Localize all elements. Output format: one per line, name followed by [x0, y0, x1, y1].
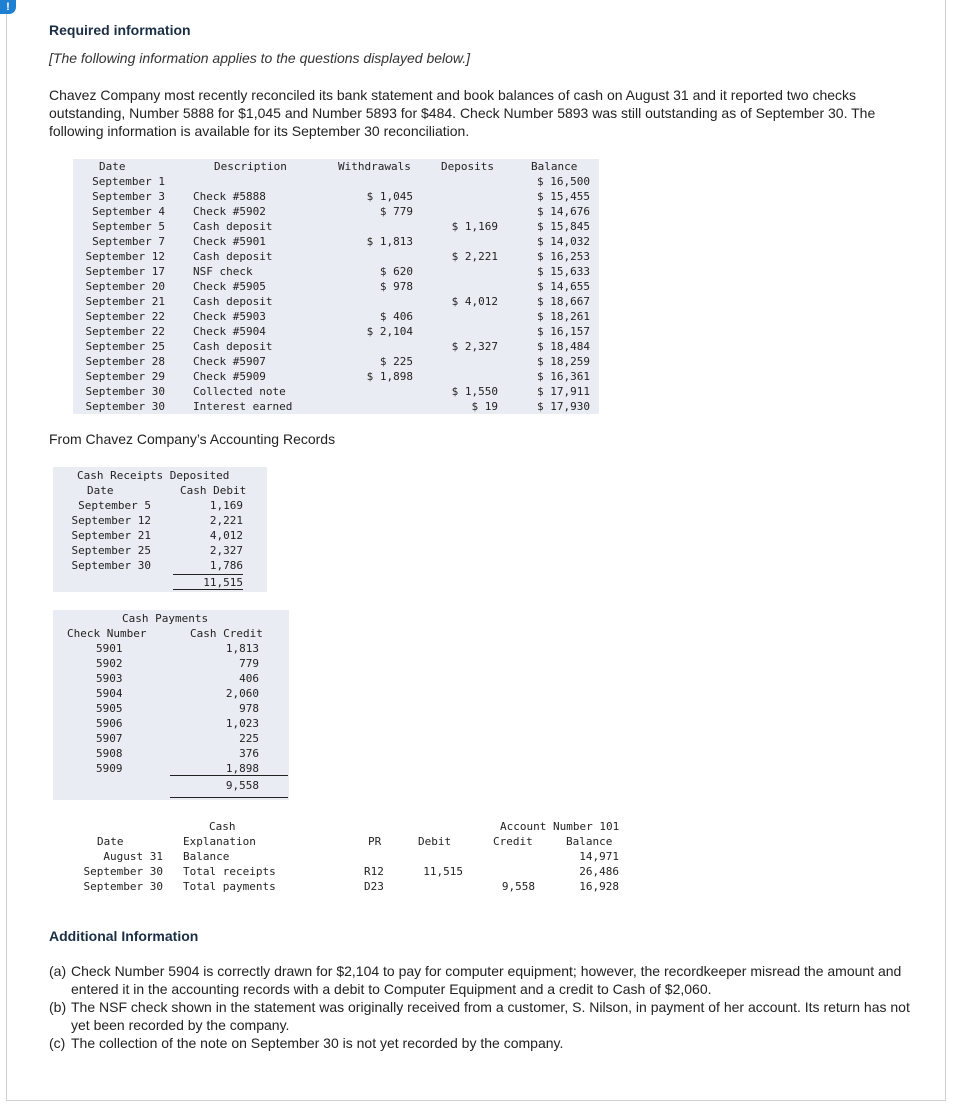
row-explanation: Total receipts: [183, 865, 276, 878]
ledger-header-debit: Debit: [418, 835, 452, 848]
row-date: September 22: [85, 310, 165, 323]
additional-info-item: [49, 1034, 919, 1052]
item-text: The NSF check shown in the statement was originally received from a customer, S. Nilson, in payment of her account. Its return has not yet been recorded by the company.: [71, 999, 910, 1033]
row-credit: 978: [239, 702, 259, 715]
table-row: [53, 746, 289, 761]
payments-total-rule: [170, 775, 288, 776]
row-description: Check #5907: [193, 355, 266, 368]
row-credit: 2,060: [225, 687, 259, 700]
ledger-header-date: Date: [97, 835, 124, 848]
alert-icon: !: [0, 0, 16, 14]
row-debit: 1,786: [209, 559, 243, 572]
row-description: Cash deposit: [193, 340, 273, 353]
additional-info-list: [49, 962, 919, 1052]
row-credit: 779: [239, 657, 259, 670]
ledger-title-row: [53, 819, 631, 834]
row-date: September 7: [92, 235, 165, 248]
receipts-title-row: [53, 468, 267, 483]
table-row: [53, 701, 289, 716]
table-row: [53, 716, 289, 731]
row-description: Check #5905: [193, 280, 266, 293]
row-withdrawal: $ 779: [379, 205, 413, 218]
additional-info-item: [49, 998, 919, 1034]
table-row: [53, 879, 631, 894]
table-row: [53, 671, 289, 686]
row-deposit: $ 19: [471, 400, 498, 413]
row-pr: D23: [364, 880, 384, 893]
row-deposit: $ 4,012: [451, 295, 498, 308]
header-date: Date: [99, 160, 126, 173]
receipts-total-underline: [173, 589, 243, 590]
row-withdrawal: $ 2,104: [366, 325, 413, 338]
row-date: September 30: [85, 400, 165, 413]
row-balance: $ 17,930: [537, 400, 590, 413]
row-balance: $ 16,157: [537, 325, 590, 338]
row-balance: $ 14,676: [537, 205, 590, 218]
payments-header-check: Check Number: [67, 627, 147, 640]
payments-header-row: [53, 626, 289, 641]
item-label: (a): [49, 963, 67, 979]
payments-total: 9,558: [225, 779, 259, 792]
item-text: The collection of the note on September 30 is not yet recorded by the company.: [71, 1035, 564, 1051]
row-explanation: Balance: [183, 850, 230, 863]
bank-statement-header: [73, 159, 599, 174]
table-row: [73, 174, 599, 189]
header-balance: Balance: [531, 160, 578, 173]
row-check-number: 5909: [96, 762, 123, 775]
ledger-title: Cash: [209, 820, 236, 833]
table-row: [73, 279, 599, 294]
item-text: Check Number 5904 is correctly drawn for $2,104 to pay for computer equipment; however, the recordkeeper misread the amount and entered it in the accounting records with a debit to Computer Equipment and a credit to Cash of $2,060.: [71, 963, 902, 997]
row-balance: $ 18,261: [537, 310, 590, 323]
row-date: September 12: [71, 514, 151, 527]
row-balance: 14,971: [579, 850, 619, 863]
table-row: [53, 864, 631, 879]
row-check-number: 5902: [96, 657, 123, 670]
row-date: September 29: [85, 370, 165, 383]
row-balance: $ 17,911: [537, 385, 590, 398]
item-label: (b): [49, 999, 67, 1015]
row-deposit: $ 2,327: [451, 340, 498, 353]
row-description: Check #5902: [193, 205, 266, 218]
row-date: September 28: [85, 355, 165, 368]
table-row: [73, 294, 599, 309]
row-check-number: 5901: [96, 642, 123, 655]
ledger-account-number: Account Number 101: [500, 820, 620, 833]
row-withdrawal: $ 978: [379, 280, 413, 293]
row-balance: 26,486: [579, 865, 619, 878]
row-deposit: $ 1,169: [451, 220, 498, 233]
payments-total-row: [53, 778, 289, 793]
table-row: [73, 369, 599, 384]
row-balance: $ 18,667: [537, 295, 590, 308]
table-row: [73, 204, 599, 219]
table-row: [53, 656, 289, 671]
section-title: Required information: [49, 22, 191, 38]
row-description: NSF check: [193, 265, 253, 278]
table-row: [53, 731, 289, 746]
row-description: Check #5901: [193, 235, 266, 248]
row-date: September 5: [92, 220, 165, 233]
row-check-number: 5907: [96, 732, 123, 745]
row-date: August 31: [103, 850, 163, 863]
row-date: September 17: [85, 265, 165, 278]
row-balance: $ 15,455: [537, 190, 590, 203]
additional-info-item: [49, 962, 919, 998]
row-deposit: $ 2,221: [451, 250, 498, 263]
table-row: [73, 309, 599, 324]
row-credit: 1,898: [225, 762, 259, 775]
row-credit: 376: [239, 747, 259, 760]
row-date: September 20: [85, 280, 165, 293]
row-balance: $ 15,845: [537, 220, 590, 233]
row-credit: 1,023: [225, 717, 259, 730]
row-withdrawal: $ 1,045: [366, 190, 413, 203]
row-credit: 9,558: [501, 880, 535, 893]
ledger-header-balance: Balance: [566, 835, 613, 848]
row-check-number: 5905: [96, 702, 123, 715]
receipts-total-rule: [173, 574, 243, 575]
row-date: September 25: [85, 340, 165, 353]
row-date: September 30: [83, 865, 163, 878]
receipts-total-row: [53, 575, 267, 590]
table-row: [73, 384, 599, 399]
table-row: [53, 641, 289, 656]
bank-statement-table: [73, 159, 599, 414]
table-row: [53, 558, 267, 573]
row-balance: $ 14,655: [537, 280, 590, 293]
row-credit: 406: [239, 672, 259, 685]
row-withdrawal: $ 1,898: [366, 370, 413, 383]
table-row: [73, 339, 599, 354]
table-row: [53, 528, 267, 543]
row-description: Collected note: [193, 385, 286, 398]
row-debit: 1,169: [209, 499, 243, 512]
ledger-header-credit: Credit: [493, 835, 533, 848]
row-check-number: 5906: [96, 717, 123, 730]
row-balance: $ 15,633: [537, 265, 590, 278]
row-balance: 16,928: [579, 880, 619, 893]
ledger-header-pr: PR: [368, 835, 382, 848]
receipts-header-debit: Cash Debit: [180, 484, 247, 497]
row-date: September 30: [83, 880, 163, 893]
ledger-header-explanation: Explanation: [183, 835, 256, 848]
row-debit: 11,515: [423, 865, 463, 878]
row-description: Cash deposit: [193, 220, 273, 233]
table-row: [53, 498, 267, 513]
row-date: September 12: [85, 250, 165, 263]
header-description: Description: [214, 160, 287, 173]
intro-paragraph: Chavez Company most recently reconciled its bank statement and book balances of cash on August 31 and it reported two checks outstanding, Number 5888 for $1,045 and Number 5893 for $484. Check Number 5893 was still outstanding as of September 30. The following information is available for its September 30 reconciliation.: [49, 87, 876, 139]
row-description: Cash deposit: [193, 250, 273, 263]
row-date: September 30: [71, 559, 151, 572]
row-pr: R12: [364, 865, 384, 878]
row-date: September 5: [78, 499, 151, 512]
row-balance: $ 16,500: [537, 175, 590, 188]
row-balance: $ 14,032: [537, 235, 590, 248]
receipts-header-row: [53, 483, 267, 498]
additional-info-title: Additional Information: [49, 928, 199, 944]
row-check-number: 5903: [96, 672, 123, 685]
table-row: [73, 189, 599, 204]
row-date: September 21: [71, 529, 151, 542]
row-check-number: 5908: [96, 747, 123, 760]
table-row: [53, 543, 267, 558]
table-row: [73, 354, 599, 369]
table-row: [53, 849, 631, 864]
payments-title: Cash Payments: [122, 612, 209, 625]
payments-title-row: [53, 611, 289, 626]
records-label: From Chavez Company’s Accounting Records: [49, 431, 336, 447]
table-row: [73, 264, 599, 279]
row-withdrawal: $ 225: [379, 355, 413, 368]
cash-ledger-table: [53, 818, 631, 895]
row-withdrawal: $ 620: [379, 265, 413, 278]
row-description: Check #5909: [193, 370, 266, 383]
row-date: September 30: [85, 385, 165, 398]
row-description: Interest earned: [193, 400, 293, 413]
table-row: [73, 219, 599, 234]
header-withdrawals: Withdrawals: [338, 160, 411, 173]
row-explanation: Total payments: [183, 880, 276, 893]
row-check-number: 5904: [96, 687, 123, 700]
row-withdrawal: $ 406: [379, 310, 413, 323]
header-deposits: Deposits: [441, 160, 494, 173]
table-row: [53, 686, 289, 701]
row-description: Check #5904: [193, 325, 266, 338]
item-label: (c): [49, 1035, 66, 1051]
table-row: [73, 324, 599, 339]
row-balance: $ 16,253: [537, 250, 590, 263]
receipts-title: Cash Receipts Deposited: [77, 469, 230, 482]
row-debit: 4,012: [209, 529, 243, 542]
row-date: September 21: [85, 295, 165, 308]
row-date: September 1: [92, 175, 165, 188]
payments-header-credit: Cash Credit: [190, 627, 263, 640]
row-description: Check #5903: [193, 310, 266, 323]
row-description: Check #5888: [193, 190, 266, 203]
row-date: September 22: [85, 325, 165, 338]
row-date: September 3: [92, 190, 165, 203]
table-row: [53, 513, 267, 528]
row-balance: $ 16,361: [537, 370, 590, 383]
ledger-header-row: [53, 834, 631, 849]
row-date: September 25: [71, 544, 151, 557]
row-withdrawal: $ 1,813: [366, 235, 413, 248]
receipts-total: 11,515: [203, 576, 243, 589]
section-subtitle: [The following information applies to the questions displayed below.]: [49, 50, 471, 66]
row-deposit: $ 1,550: [451, 385, 498, 398]
payments-total-underline: [170, 797, 288, 798]
row-credit: 1,813: [225, 642, 259, 655]
receipts-header-date: Date: [87, 484, 114, 497]
table-row: [73, 399, 599, 414]
table-row: [53, 761, 289, 776]
table-row: [73, 234, 599, 249]
row-credit: 225: [239, 732, 259, 745]
table-row: [73, 249, 599, 264]
row-balance: $ 18,259: [537, 355, 590, 368]
row-balance: $ 18,484: [537, 340, 590, 353]
row-debit: 2,221: [209, 514, 243, 527]
cash-payments-table: [53, 610, 289, 800]
row-date: September 4: [92, 205, 165, 218]
row-description: Cash deposit: [193, 295, 273, 308]
row-debit: 2,327: [209, 544, 243, 557]
